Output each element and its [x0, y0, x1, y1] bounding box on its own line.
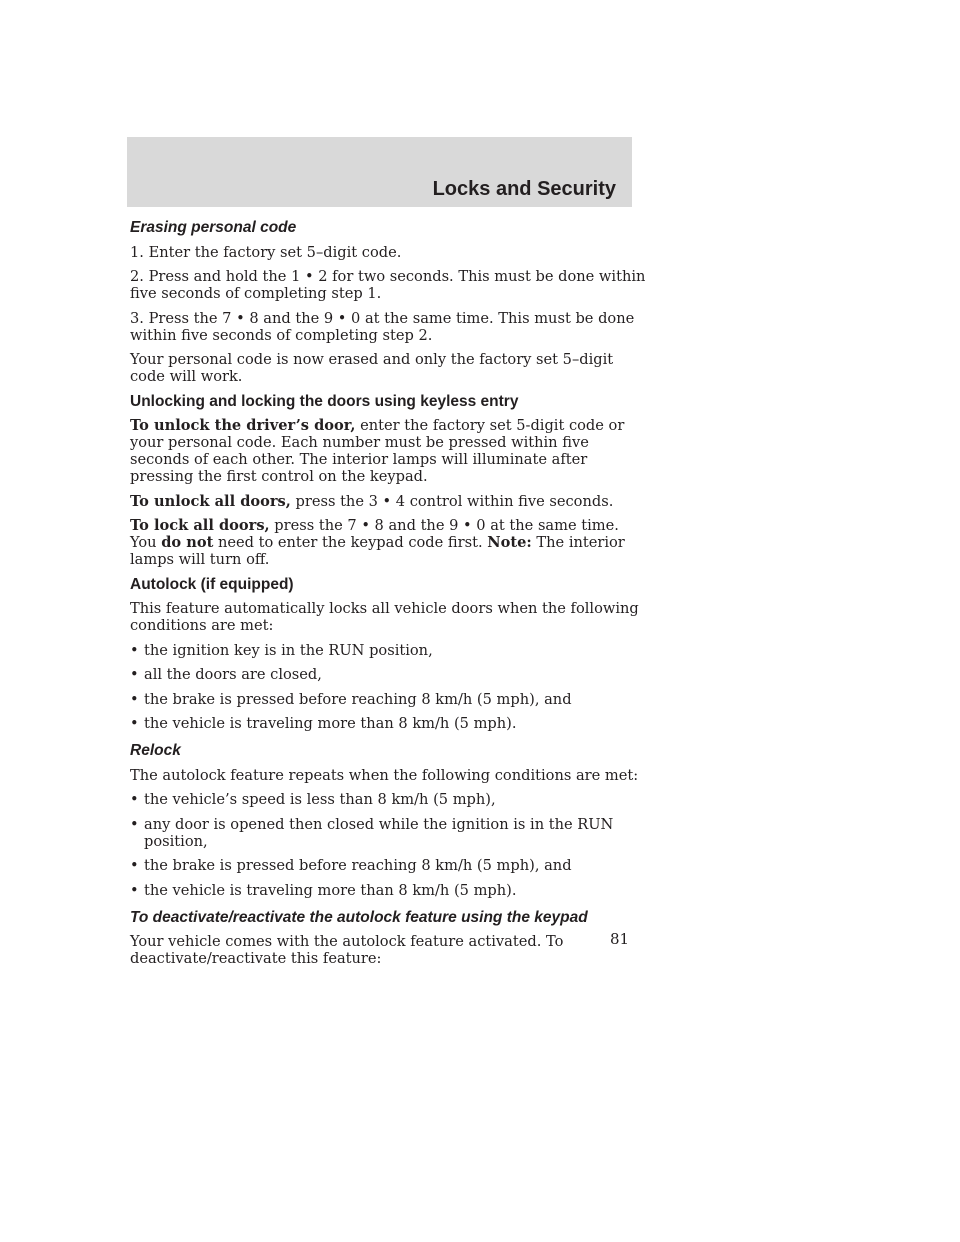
unlock-all-label: To unlock all doors,: [130, 492, 291, 510]
erasing-heading: Erasing personal code: [130, 219, 297, 236]
list-item: • the vehicle is traveling more than 8 km/h (5 mph).: [130, 881, 517, 899]
bullet-icon: •: [130, 690, 139, 708]
bullet-icon: •: [130, 715, 139, 732]
list-item: • the vehicle’s speed is less than 8 km/h (5 mph),: [130, 791, 496, 808]
list-item: • the ignition key is in the RUN position,: [130, 641, 433, 659]
bullet-icon: •: [130, 791, 139, 808]
lock-all-text-2: need to enter the keypad code first.: [213, 534, 488, 551]
keyless-heading: Unlocking and locking the doors using keyless entry: [130, 392, 519, 410]
bullet-icon: •: [130, 666, 139, 683]
lock-all-do-not: do not: [161, 534, 214, 551]
erasing-step-2: 2. Press and hold the 1 • 2 for two seconds. This must be done within five seconds of completing step 1.: [130, 268, 646, 302]
bullet-icon: •: [130, 641, 139, 659]
autolock-intro: This feature automatically locks all vehicle doors when the following conditions are met:: [130, 600, 639, 634]
bullet-icon: •: [130, 857, 139, 874]
list-item: • the vehicle is traveling more than 8 km/h (5 mph).: [130, 715, 517, 732]
list-item: • the brake is pressed before reaching 8 km/h (5 mph), and: [130, 690, 572, 708]
list-item: • any door is opened then closed while the ignition is in the RUN position,: [130, 815, 614, 850]
bullet-icon: •: [130, 881, 139, 899]
erasing-step-1: 1. Enter the factory set 5–digit code.: [130, 243, 402, 261]
lock-all-paragraph: [130, 517, 650, 568]
section-title: Locks and Security: [432, 178, 616, 200]
autolock-heading: Autolock (if equipped): [130, 575, 294, 593]
relock-intro: The autolock feature repeats when the following conditions are met:: [130, 766, 639, 784]
unlock-driver-text: enter the factory set 5-digit code or your personal code. Each number must be pressed within five seconds of each other. The interior lamps will illuminate after pressing the first control on the keypad.: [130, 417, 625, 485]
deactivate-text: Your vehicle comes with the autolock feature activated. To deactivate/reactivate this feature:: [130, 933, 564, 967]
erasing-step-3: 3. Press the 7 • 8 and the 9 • 0 at the same time. This must be done within five seconds of completing step 2.: [130, 309, 635, 344]
list-item: • the brake is pressed before reaching 8 km/h (5 mph), and: [130, 857, 572, 874]
lock-all-label: To lock all doors,: [130, 517, 270, 534]
relock-heading: Relock: [130, 742, 181, 759]
erasing-result: Your personal code is now erased and only the factory set 5–digit code will work.: [130, 351, 614, 385]
lock-all-text-1: press the 7 • 8 and the 9 • 0 at the same time. You: [130, 517, 619, 551]
unlock-all-text: press the 3 • 4 control within five seconds.: [290, 492, 614, 510]
page-number: 81: [610, 930, 630, 948]
unlock-driver-label: To unlock the driver’s door,: [130, 417, 356, 434]
deactivate-heading: To deactivate/reactivate the autolock feature using the keypad: [130, 908, 588, 926]
note-text: The interior lamps will turn off.: [130, 534, 625, 568]
bullet-icon: •: [130, 815, 139, 833]
unlock-all-paragraph: [130, 493, 650, 510]
unlock-driver-paragraph: [130, 417, 650, 485]
note-label: Note:: [487, 534, 532, 551]
section-header-band: [127, 137, 632, 207]
list-item: • all the doors are closed,: [130, 666, 322, 683]
page-content: [130, 219, 650, 975]
